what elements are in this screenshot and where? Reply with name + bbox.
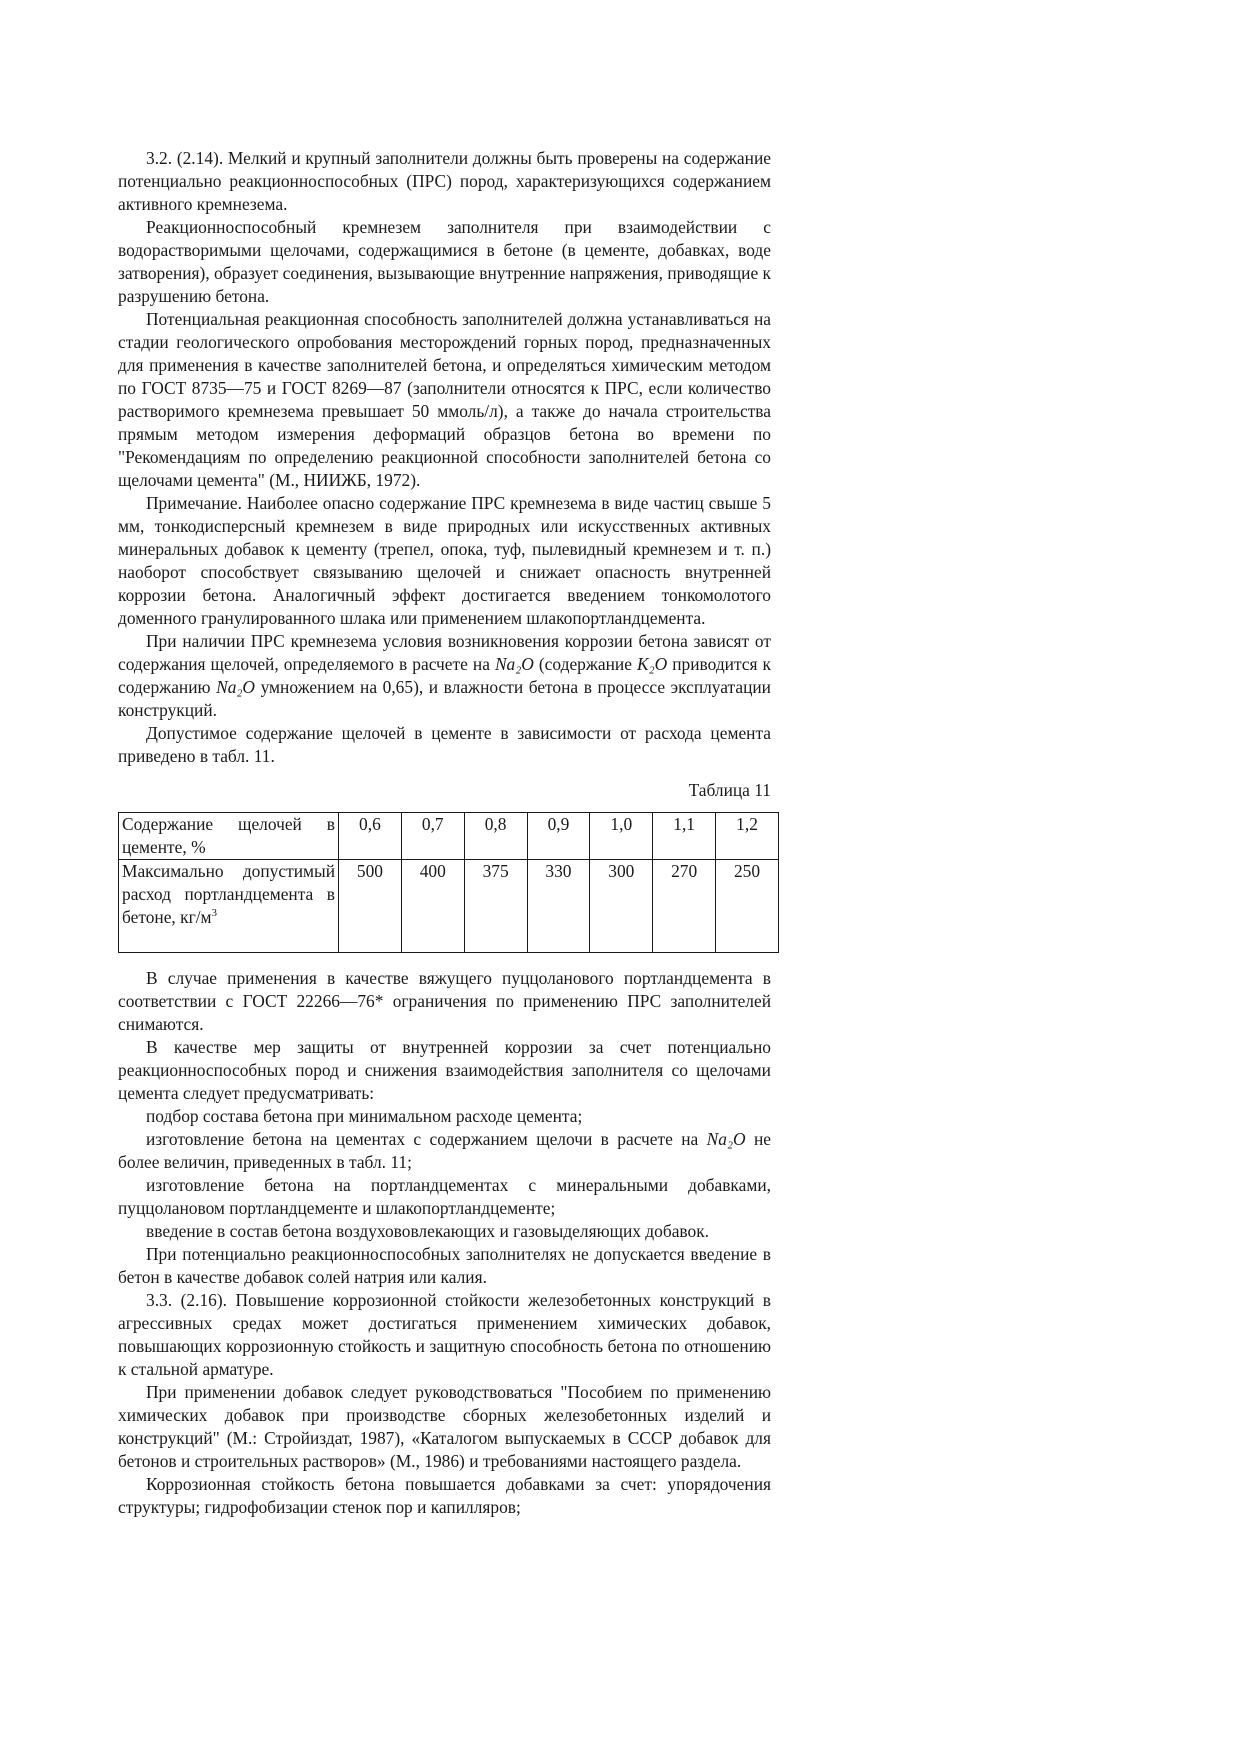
table-cell: 375	[464, 860, 527, 953]
table-11	[118, 812, 779, 953]
paragraph: Потенциальная реакционная способность заполнителей должна устанавливаться на стадии геологического опробования месторождений горных пород, предназначенных для применения в качестве заполнителей бетона, и определяться химическим методом по ГОСТ 8735—75 и ГОСТ 8269—87 (заполнители относятся к ПРС, если количество растворимого кремнезема превышает 50 ммоль/л), а также до начала строительства прямым методом измерения деформаций образцов бетона во времени по "Рекомендациям по определению реакционной способности заполнителей бетона со щелочами цемента" (М., НИИЖБ, 1972).	[118, 309, 771, 490]
chem-formula: K₂O	[636, 654, 668, 674]
paragraph-3-3: 3.3. (2.16). Повышение коррозионной стойкости железобетонных конструкций в агрессивных средах может достигаться применением химических добавок, повышающих коррозионную стойкость и защитную способность бетона по отношению к стальной арматуре.	[118, 1290, 771, 1379]
list-item	[118, 1128, 771, 1174]
paragraph: В случае применения в качестве вяжущего пуццоланового портландцемента в соответствии с ГОСТ 22266—76* ограничения по применению ПРС заполнителей снимаются.	[118, 968, 771, 1034]
paragraph: В качестве мер защиты от внутренней коррозии за счет потенциально реакционноспособных пород и снижения взаимодействия заполнителя со щелочами цемента следует предусматривать:	[118, 1037, 771, 1103]
table-cell: 500	[339, 860, 402, 953]
document-page	[118, 147, 771, 1519]
paragraph: При применении добавок следует руководствоваться "Пособием по применению химических добавок при производстве сборных железобетонных изделий и конструкций" (М.: Стройиздат, 1987), «Каталогом выпускаемых в СССР добавок для бетонов и строительных растворов» (М., 1986) и требованиями настоящего раздела.	[118, 1382, 771, 1471]
paragraph: При потенциально реакционноспособных заполнителях не допускается введение в бетон в качестве добавок солей натрия или калия.	[118, 1244, 771, 1287]
table-cell: 0,9	[527, 813, 590, 860]
text-run: умножением на 0,65), и влажности бетона в процессе эксплуатации конструкций.	[118, 677, 771, 720]
table-cell: 270	[653, 860, 716, 953]
table-caption: Таблица 11	[688, 780, 771, 800]
paragraph: Допустимое содержание щелочей в цементе в зависимости от расхода цемента приведено в табл. 11.	[118, 723, 771, 766]
superscript: 3	[211, 907, 218, 920]
table-cell: 1,0	[590, 813, 653, 860]
table-row	[119, 860, 779, 953]
text-run: изготовление бетона на цементах с содержанием щелочи в расчете на	[146, 1129, 707, 1149]
paragraph-3-2: 3.2. (2.14). Мелкий и крупный заполнители должны быть проверены на содержание потенциально реакционноспособных (ПРС) пород, характеризующихся содержанием активного кремнезема.	[118, 148, 771, 214]
table-cell: 300	[590, 860, 653, 953]
note-paragraph: Примечание. Наиболее опасно содержание ПРС кремнезема в виде частиц свыше 5 мм, тонкодисперсный кремнезем в виде природных или искусственных активных минеральных добавок к цементу (трепел, опока, туф, пылевидный кремнезем и т. п.) наоборот способствует связыванию щелочей и снижает опасность внутренней коррозии бетона. Аналогичный эффект достигается введением тонкомолотого доменного гранулированного шлака или применением шлакопортландцемента.	[118, 493, 771, 628]
row-header	[119, 860, 339, 953]
chem-formula: Na₂O	[706, 1129, 746, 1149]
text-run: При наличии ПРС кремнезема условия возникновения коррозии бетона зависят от содержания щелочей, определяемого в расчете на	[118, 631, 771, 674]
table-cell: 1,2	[716, 813, 779, 860]
table-cell: 0,6	[339, 813, 402, 860]
paragraph: Коррозионная стойкость бетона повышается добавками за счет: упорядочения структуры; гидрофобизации стенок пор и капилляров;	[118, 1474, 771, 1517]
paragraph-alkali	[118, 630, 771, 722]
chem-formula: Na₂O	[494, 654, 534, 674]
table-cell: 0,8	[464, 813, 527, 860]
row-header: Содержание щелочей в цементе, %	[119, 813, 339, 860]
paragraph: Реакционноспособный кремнезем заполнителя при взаимодействии с водорастворимыми щелочами, содержащимися в бетоне (в цементе, добавках, воде затворения), образует соединения, вызывающие внутренние напряжения, приводящие к разрушению бетона.	[118, 217, 771, 306]
text-run: не более величин, приведенных в табл. 11;	[118, 1129, 771, 1172]
table-cell: 400	[401, 860, 464, 953]
table-cell: 1,1	[653, 813, 716, 860]
row-header-text: Максимально допустимый расход портландцемента в бетоне, кг/м	[122, 861, 335, 927]
table-cell: 250	[716, 860, 779, 953]
list-item: введение в состав бетона воздухововлекающих и газовыделяющих добавок.	[146, 1221, 710, 1241]
text-run: (содержание	[533, 654, 637, 674]
chem-formula: Na₂O	[216, 677, 255, 697]
table-row	[119, 813, 779, 860]
table-cell: 0,7	[401, 813, 464, 860]
table-cell: 330	[527, 860, 590, 953]
text-run: приводится к содержанию	[118, 654, 771, 697]
list-item: подбор состава бетона при минимальном расходе цемента;	[146, 1106, 583, 1126]
list-item: изготовление бетона на портландцементах с минеральными добавками, пуццолановом портландцементе и шлакопортландцементе;	[118, 1175, 771, 1218]
